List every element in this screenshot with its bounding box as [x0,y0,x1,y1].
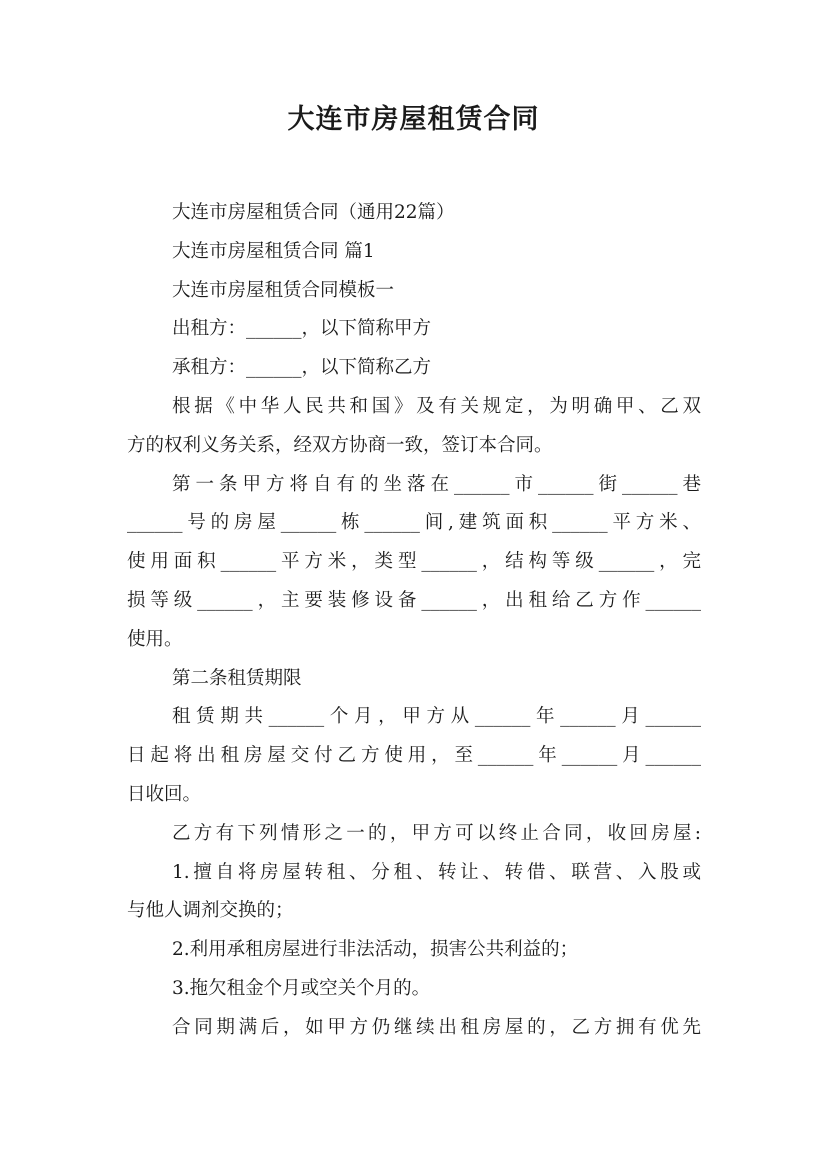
article-two-heading: 第二条租赁期限 [172,667,302,689]
lessee-line: 承租方：______，以下简称乙方 [172,357,432,379]
termination-item-3: 3.拖欠租金个月或空关个月的。 [172,977,431,999]
article-one-line: ______号的房屋______栋______间,建筑面积______平方米、 [127,512,701,534]
article-one-line: 损等级______，主要装修设备______，出租给乙方作______ [127,589,701,611]
section-heading: 大连市房屋租赁合同 篇1 [172,240,375,262]
renewal-line: 合同期满后，如甲方仍继续出租房屋的，乙方拥有优先 [172,1016,701,1038]
article-two-line: 日收回。 [127,783,202,805]
article-one-line: 使用面积______平方米，类型______，结构等级______，完 [127,551,701,573]
article-one-line: 使用。 [127,628,183,650]
paragraph-line: 方的权利义务关系，经双方协商一致，签订本合同。 [127,434,553,456]
article-two-line: 日起将出租房屋交付乙方使用，至______年______月______ [127,745,701,767]
termination-item-2: 2.利用承租房屋进行非法活动，损害公共利益的； [172,939,579,961]
termination-item-1-cont: 与他人调剂交换的； [127,900,294,922]
article-one-line: 第一条甲方将自有的坐落在______市______街______巷 [172,473,701,495]
subtitle-line: 大连市房屋租赁合同（通用22篇） [172,202,455,223]
paragraph-line: 根据《中华人民共和国》及有关规定，为明确甲、乙双 [172,395,701,417]
lessor-line: 出租方：______，以下简称甲方 [172,318,432,340]
termination-intro: 乙方有下列情形之一的，甲方可以终止合同，收回房屋: [172,822,701,844]
template-heading: 大连市房屋租赁合同模板一 [172,279,395,301]
document-body [127,194,701,1048]
termination-item-1: 1.擅自将房屋转租、分租、转让、转借、联营、入股或 [172,861,701,883]
article-two-line: 租赁期共______个月，甲方从______年______月______ [172,706,701,728]
document-title: 大连市房屋租赁合同 [287,104,540,135]
